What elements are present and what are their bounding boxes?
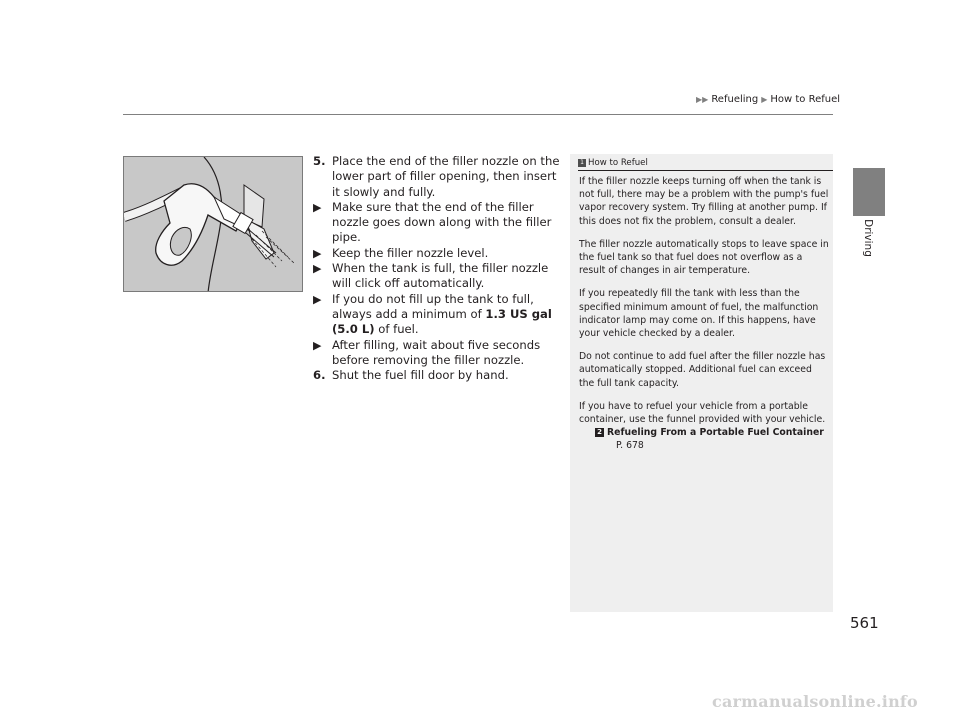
arrow-icon: ▶ (313, 292, 322, 306)
arrow-icon: ▶ (313, 200, 322, 214)
step-5: 5. Place the end of the filler nozzle on the lower part of filler opening, then insert it slowly and fully. (313, 154, 560, 199)
fuel-nozzle-icon (124, 157, 303, 292)
reference-page[interactable]: P. 678 (616, 440, 644, 452)
sub-step: ▶ Make sure that the end of the filler nozzle goes down along with the filler pipe. (313, 199, 552, 245)
arrow-icon: ▶ (761, 95, 768, 104)
procedure-steps (313, 154, 563, 383)
arrow-icon: ▶ (313, 262, 322, 276)
chapter-label: Driving (862, 219, 874, 257)
header-divider (123, 114, 833, 115)
minimum-fuel-amount: 1.3 US gal (5.0 L) (332, 306, 552, 337)
note-body: If the filler nozzle keeps turning off when the tank is not full, there may be a problem with the pump's fuel vapor recovery system. Try filling at another pump. If this does not fix the problem, consult a dealer. The filler nozzle automatically stops to leave space in the fuel tank so that fuel does not overflow as a result of changes in air temperature. If you repeatedly fill the tank with less than the specified minimum amount of fuel, the malfunction indicator lamp may come on. If this happens, have your vehicle checked by a dealer. Do not continue to add fuel after the filler nozzle has automatically stopped. Additional fuel can exceed the full tank capacity. If you have to refuel your vehicle from a portable container, use the funnel provided with your vehicle. 2 Refueling From a Portable Fuel Container P. 678 (579, 176, 829, 452)
step-6: 6. Shut the fuel fill door by hand. (313, 368, 509, 383)
note-divider (578, 170, 833, 171)
watermark: carmanualsonline.info (712, 692, 918, 711)
sub-step: ▶ If you do not fill up the tank to full, always add a minimum of 1.3 US gal (5.0 L) of fuel. (313, 291, 552, 337)
sub-step: ▶ Keep the filler nozzle level. (313, 245, 489, 260)
double-arrow-icon: ▶▶ (696, 95, 709, 104)
sub-step: ▶ After filling, wait about five seconds before removing the filler nozzle. (313, 337, 541, 367)
arrow-icon: ▶ (313, 338, 322, 352)
breadcrumb (696, 94, 840, 105)
cross-reference-link[interactable]: 2 Refueling From a Portable Fuel Container (579, 426, 829, 439)
side-note (570, 154, 833, 612)
page-number: 561 (850, 614, 879, 632)
breadcrumb-page[interactable]: How to Refuel (770, 94, 841, 105)
arrow-icon: ▶ (313, 246, 322, 260)
note-title: 1 How to Refuel (578, 158, 648, 168)
breadcrumb-section[interactable]: Refueling (711, 94, 759, 105)
sub-step: ▶ When the tank is full, the filler nozzle will click off automatically. (313, 261, 549, 291)
note-icon: 1 (578, 159, 586, 167)
reference-icon: 2 (595, 428, 604, 437)
fuel-nozzle-illustration (123, 156, 303, 292)
